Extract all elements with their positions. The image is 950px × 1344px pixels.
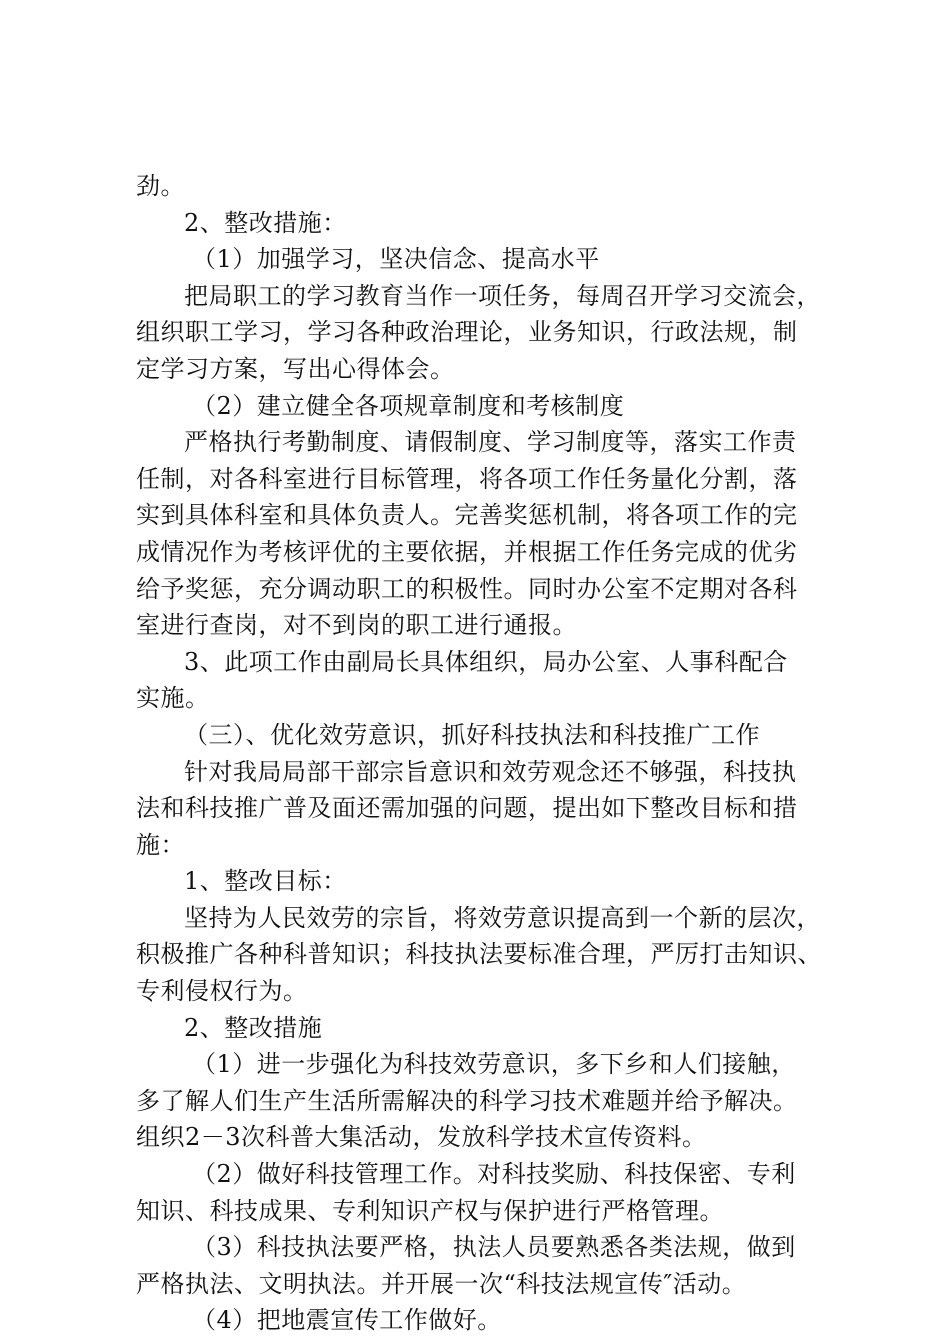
paragraph-line: 室进行查岗，对不到岗的职工进行通报。 bbox=[136, 611, 577, 640]
paragraph-line: 3、此项工作由副局长具体组织，局办公室、人事科配合 bbox=[184, 647, 788, 676]
paragraph-line: （2）做好科技管理工作。对科技奖励、科技保密、专利 bbox=[192, 1160, 796, 1189]
paragraph-line: （3）科技执法要严格，执法人员要熟悉各类法规，做到 bbox=[192, 1233, 796, 1262]
paragraph-line: （4）把地震宣传工作做好。 bbox=[192, 1306, 502, 1335]
paragraph-line: （1）进一步强化为科技效劳意识，多下乡和人们接触， bbox=[192, 1050, 796, 1079]
section-heading: 2、整改措施： bbox=[184, 208, 347, 237]
paragraph-line: 严格执法、文明执法。并开展一次“科技法规宣传″活动。 bbox=[136, 1269, 747, 1298]
document-body bbox=[136, 168, 836, 1339]
paragraph-line: 积极推广各种科普知识；科技执法要标准合理，严厉打击知识、 bbox=[136, 940, 822, 969]
paragraph-line: 坚持为人民效劳的宗旨，将效劳意识提高到一个新的层次， bbox=[184, 903, 821, 932]
paragraph-line: 组织2－3次科普大集活动，发放科学技术宣传资料。 bbox=[136, 1123, 707, 1152]
paragraph-line: 实到具体科室和具体负责人。完善奖惩机制，将各项工作的完 bbox=[136, 501, 798, 530]
section-heading: （三）、优化效劳意识，抓好科技执法和科技推广工作 bbox=[184, 720, 760, 749]
section-heading: 1、整改目标： bbox=[184, 867, 347, 896]
paragraph-line: 法和科技推广普及面还需加强的问题，提出如下整改目标和措 bbox=[136, 794, 798, 823]
paragraph-line: 组织职工学习，学习各种政治理论，业务知识，行政法规，制 bbox=[136, 318, 798, 347]
paragraph-line: 实施。 bbox=[136, 684, 210, 713]
paragraph-line: 多了解人们生产生活所需解决的科学习技术难题并给予解决。 bbox=[136, 1086, 798, 1115]
paragraph-line: 定学习方案，写出心得体会。 bbox=[136, 354, 455, 383]
paragraph-line: 成情况作为考核评优的主要依据，并根据工作任务完成的优劣 bbox=[136, 537, 798, 566]
paragraph-line: 严格执行考勤制度、请假制度、学习制度等，落实工作责 bbox=[184, 428, 797, 457]
subsection-heading: （1）加强学习，坚决信念、提高水平 bbox=[192, 245, 600, 274]
paragraph-line: 知识、科技成果、专利知识产权与保护进行严格管理。 bbox=[136, 1196, 724, 1225]
paragraph-line: 施： bbox=[136, 830, 185, 859]
paragraph-line: 专利侵权行为。 bbox=[136, 977, 308, 1006]
paragraph-line: 劲。 bbox=[136, 172, 185, 200]
paragraph-line: 任制，对各科室进行目标管理，将各项工作任务量化分割，落 bbox=[136, 464, 798, 493]
section-heading: 2、整改措施 bbox=[184, 1013, 323, 1042]
paragraph-line: 给予奖惩，充分调动职工的积极性。同时办公室不定期对各科 bbox=[136, 574, 798, 603]
subsection-heading: （2）建立健全各项规章制度和考核制度 bbox=[192, 391, 625, 420]
paragraph-line: 把局职工的学习教育当作一项任务，每周召开学习交流会， bbox=[184, 281, 821, 310]
paragraph-line: 针对我局局部干部宗旨意识和效劳观念还不够强，科技执 bbox=[184, 757, 797, 786]
